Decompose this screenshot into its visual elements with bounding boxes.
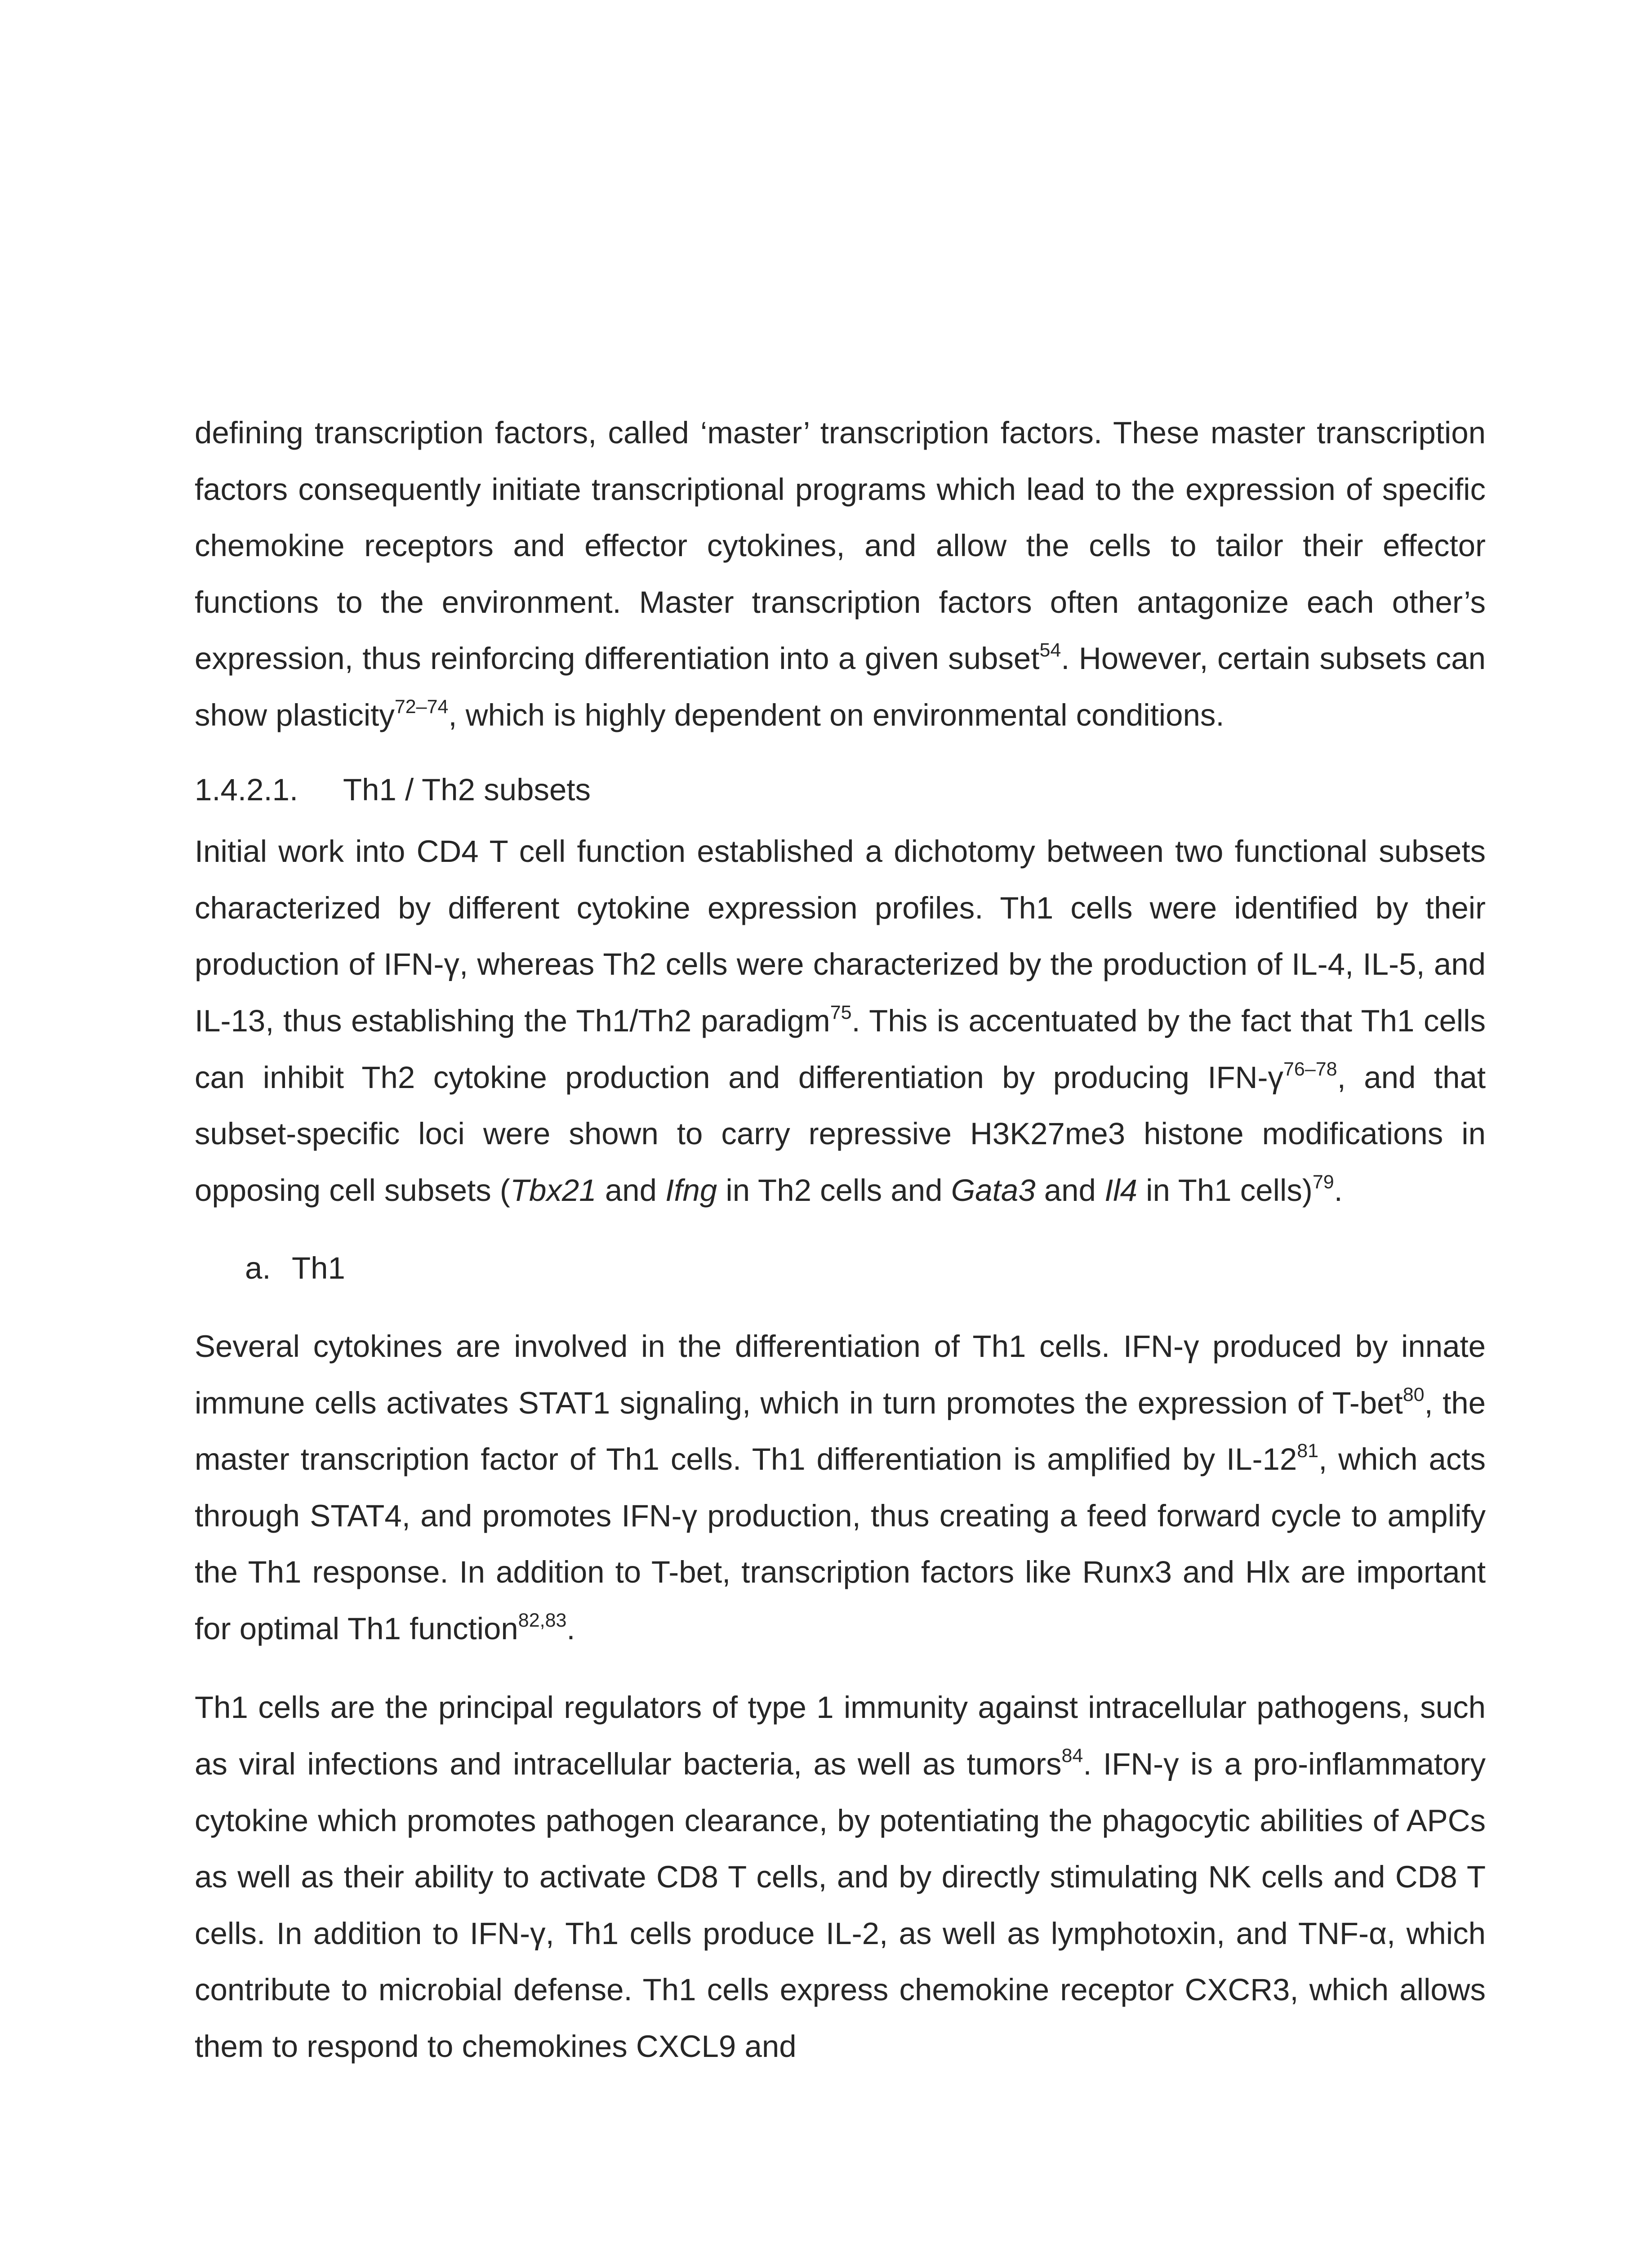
text: . IFN-γ is a pro-inflammatory cytokine which promotes pathogen clearance, by potentiating the phagocytic abilities of APCs as well as their ability to activate CD8 T cells, and by directly stimulating NK cells and CD8 T cells. In addition to IFN-γ, Th1 cells produce IL-2, as well as lymphotoxin, and TNF-α, which contribute to microbial defense. Th1 cells express chemokine receptor CXCR3, which allows them to respond to chemokines CXCL9 and bbox=[195, 1747, 1486, 2064]
text: Several cytokines are involved in the differentiation of Th1 cells. IFN-γ produced by innate immune cells activates STAT1 signaling, which in turn promotes the expression of T-bet bbox=[195, 1329, 1486, 1420]
paragraph-gap bbox=[195, 1657, 1486, 1679]
citation: 82,83 bbox=[518, 1609, 567, 1631]
citation: 80 bbox=[1403, 1383, 1425, 1405]
subsection-heading-th1 bbox=[195, 1240, 1486, 1297]
text: Th1 cells are the principal regulators of type 1 immunity against intracellular pathogens, such as viral infections and intracellular bacteria, as well as tumors bbox=[195, 1690, 1486, 1782]
citation: 72–74 bbox=[394, 696, 449, 718]
text: and bbox=[596, 1173, 666, 1208]
page-body bbox=[195, 405, 1486, 2075]
citation: 75 bbox=[830, 1001, 852, 1023]
gene-name: Ifng bbox=[665, 1173, 717, 1208]
subsection-title: Th1 bbox=[292, 1251, 345, 1286]
text: . bbox=[566, 1611, 575, 1646]
text: , and that subset-specific loci were shown to carry repressive H3K27me3 histone modifications in opposing cell subsets ( bbox=[195, 1060, 1486, 1208]
text: . This is accentuated by the fact that Th1 cells can inhibit Th2 cytokine production and differentiation by producing IFN-γ bbox=[195, 1003, 1486, 1095]
citation: 54 bbox=[1039, 639, 1061, 661]
paragraph-th1-function bbox=[195, 1679, 1486, 2074]
citation: 76–78 bbox=[1283, 1058, 1337, 1080]
text: in Th2 cells and bbox=[717, 1173, 951, 1208]
citation: 81 bbox=[1297, 1440, 1319, 1462]
paragraph-th1-th2-dichotomy bbox=[195, 823, 1486, 1218]
citation: 79 bbox=[1312, 1171, 1334, 1193]
section-title: Th1 / Th2 subsets bbox=[343, 772, 591, 807]
text: in Th1 cells) bbox=[1137, 1173, 1313, 1208]
paragraph-th1-differentiation bbox=[195, 1318, 1486, 1657]
citation: 84 bbox=[1061, 1745, 1083, 1767]
paragraph-master-transcription-factors bbox=[195, 405, 1486, 744]
section-heading-th1-th2 bbox=[195, 762, 1486, 818]
gene-name: Tbx21 bbox=[510, 1173, 597, 1208]
gene-name: Gata3 bbox=[951, 1173, 1036, 1208]
subsection-letter: a. bbox=[245, 1251, 271, 1286]
text: , which acts through STAT4, and promotes IFN-γ production, thus creating a feed forward cycle to amplify the Th1 response. In addition to T-bet, transcription factors like Runx3 and Hlx are important for optimal Th1 function bbox=[195, 1442, 1486, 1646]
text: , which is highly dependent on environmental conditions. bbox=[448, 697, 1225, 732]
gene-name: Il4 bbox=[1104, 1173, 1137, 1208]
text: and bbox=[1035, 1173, 1105, 1208]
text: . However, certain subsets can show plasticity bbox=[195, 641, 1486, 732]
text: defining transcription factors, called ‘master’ transcription factors. These master transcription factors consequently initiate transcriptional programs which lead to the expression of specific chemokine receptors and effector cytokines, and allow the cells to tailor their effector functions to the environment. Master transcription factors often antagonize each other’s expression, thus reinforcing differentiation into a given subset bbox=[195, 415, 1486, 676]
text: . bbox=[1334, 1173, 1343, 1208]
section-number: 1.4.2.1. bbox=[195, 772, 298, 807]
text: , the master transcription factor of Th1 cells. Th1 differentiation is amplified by IL-12 bbox=[195, 1385, 1486, 1477]
text: Initial work into CD4 T cell function established a dichotomy between two functional subsets characterized by different cytokine expression profiles. Th1 cells were identified by their production of IFN-γ, whereas Th2 cells were characterized by the production of IL-4, IL-5, and IL-13, thus establishing the Th1/Th2 paradigm bbox=[195, 834, 1486, 1038]
